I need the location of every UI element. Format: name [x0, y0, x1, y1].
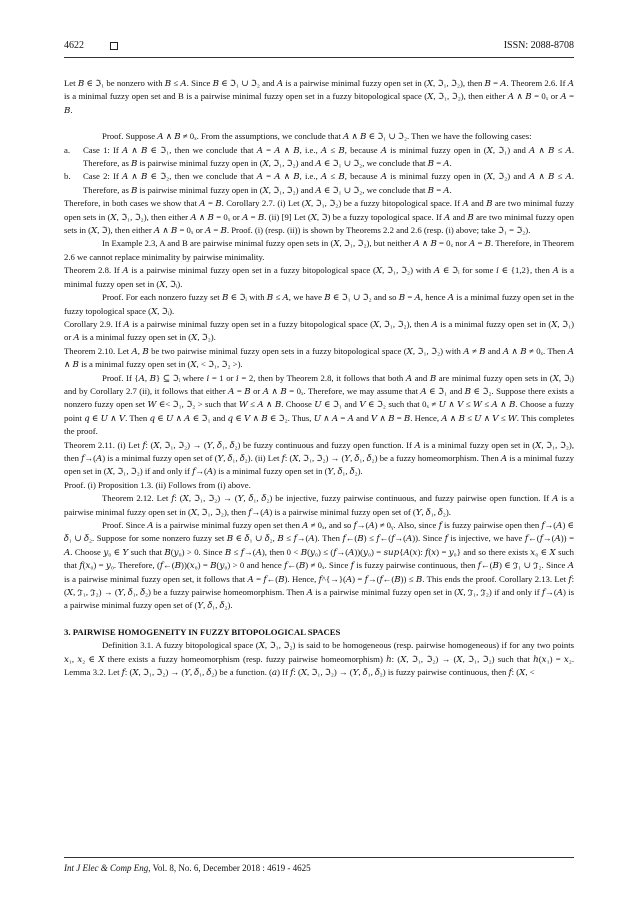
- list-item: [64, 170, 574, 197]
- paragraph: Proof. (i) Proposition 1.3. (ii) Follows from (i) above.: [64, 479, 251, 490]
- list-item-text: Case 2: If 𝐴 ∧ 𝐵 ∈ ℑ₂, then we conclude that 𝐴 = 𝐴 ∧ 𝐵, i.e., 𝐴 ≤ 𝐵, because 𝐴 is minimal fuzzy open in (𝑋, ℑ₂) and 𝐴 ∧ 𝐵 ≤ 𝐴. Therefore, as 𝐵 is pairwise minimal fuzzy open in (𝑋, ℑ₁, ℑ₂) and 𝐴 ∈ ℑ₁ ∪ ℑ₂, we conclude that 𝐵 = 𝐴.: [83, 171, 574, 195]
- list-item-text: Case 1: If 𝐴 ∧ 𝐵 ∈ ℑ₁, then we conclude that 𝐴 = 𝐴 ∧ 𝐵, i.e., 𝐴 ≤ 𝐵, because 𝐴 is minimal fuzzy open in (𝑋, ℑ₁) and 𝐴 ∧ 𝐵 ≤ 𝐴. Therefore, as 𝐵 is pairwise minimal fuzzy open in (𝑋, ℑ₁, ℑ₂) and 𝐴 ∈ ℑ₁ ∪ ℑ₂, we conclude that 𝐵 = 𝐴.: [83, 144, 574, 169]
- paragraph: Theorem 2.10. Let 𝐴, 𝐵 be two pairwise minimal fuzzy open sets in a fuzzy bitopological space (𝑋, ℑ₁, ℑ₂) with 𝐴 ≠ 𝐵 and 𝐴 ∧ 𝐵 ≠ 0ₓ. Then 𝐴 ∧ 𝐵 is a minimal fuzzy open set in (𝑋, < ℑ₁, ℑ₂ >).: [64, 345, 574, 370]
- paragraph: Therefore, in both cases we show that 𝐴 = 𝐵. Corollary 2.7. (i) Let (𝑋, ℑ₁, ℑ₂) be a fuzzy bitopological space. If 𝐴 and 𝐵 are two minimal fuzzy open sets in (𝑋, ℑ₁, ℑ₂), then either 𝐴 ∧ 𝐵 = 0ₓ or 𝐴 = 𝐵. (ii) [9] Let (𝑋, ℑ) be a fuzzy topological space. If 𝐴 and 𝐵 are two minimal fuzzy open sets in (𝑋, ℑ), then either 𝐴 ∧ 𝐵 = 0ₓ or 𝐴 = 𝐵. Proof. (i) (resp. (ii)) is shown by Theorems 2.2 and 2.6 (resp. (i) above; take ℑ₁ = ℑ₂).: [64, 198, 574, 236]
- paragraph-gap: [64, 613, 574, 626]
- running-header: [64, 40, 574, 56]
- paragraph-gap: [64, 117, 574, 130]
- footer-rule: [64, 857, 574, 858]
- list-marker: a.: [64, 144, 71, 155]
- paragraph: Theorem 2.11. (i) Let 𝑓: (𝑋, ℑ₁, ℑ₂) → (𝑌, 𝛿₁, 𝛿₂) be fuzzy continuous and fuzzy open function. If 𝐴 is a minimal fuzzy open set in (𝑋, ℑ₁, ℑ₂), then 𝑓→(𝐴) is a minimal fuzzy open set of (𝑌, 𝛿₁, 𝛿₂). (ii) Let 𝑓: (𝑋, ℑ₁, ℑ₂) → (𝑌, 𝛿₁, 𝛿₂) be a fuzzy homeomorphism. Then 𝐴 is a minimal fuzzy open set in (𝑋, ℑ₁, ℑ₂) if and only if 𝑓→(𝐴) is a minimal fuzzy open set in (𝑌, 𝛿₁, 𝛿₂).: [64, 439, 574, 477]
- square-icon: [110, 42, 118, 50]
- paragraph: Proof. Suppose 𝐴 ∧ 𝐵 ≠ 0ₓ. From the assumptions, we conclude that 𝐴 ∧ 𝐵 ∈ ℑ₁ ∪ ℑ₂. Then we have the following cases:: [102, 131, 532, 142]
- paragraph: Theorem 2.12. Let 𝑓: (𝑋, ℑ₁, ℑ₂) → (𝑌, 𝛿₁, 𝛿₂) be injective, fuzzy pairwise continuous, and fuzzy pairwise open function. If 𝐴 is a pairwise minimal fuzzy open set in (𝑋, ℑ₁, ℑ₂), then 𝑓→(𝐴) is a pairwise minimal fuzzy open set of (𝑌, 𝛿₁, 𝛿₂).: [64, 493, 574, 517]
- section-heading: 3. PAIRWISE HOMOGENEITY IN FUZZY BITOPOLOGICAL SPACES: [64, 626, 341, 637]
- paragraph: Proof. For each nonzero fuzzy set 𝐵 ∈ ℑᵢ with 𝐵 ≤ 𝐴, we have 𝐵 ∈ ℑ₁ ∪ ℑ₂ and so 𝐵 = 𝐴, hence 𝐴 is a minimal fuzzy open set in the fuzzy topological space (𝑋, ℑᵢ).: [64, 292, 574, 316]
- paragraph: In Example 2.3, A and B are pairwise minimal fuzzy open sets in (𝑋, ℑ₁, ℑ₂), but neither 𝐴 ∧ 𝐵 = 0ₓ nor 𝐴 = 𝐵. Therefore, in Theorem 2.6 we cannot replace minimality by pairwise minimality.: [64, 238, 574, 262]
- body-text: [64, 77, 574, 679]
- paragraph: Theorem 2.8. If 𝐴 is a pairwise minimal fuzzy open set in a fuzzy bitopological space (𝑋, ℑ₁, ℑ₂) with 𝐴 ∈ ℑᵢ for some 𝑖 ∈ {1,2}, then 𝐴 is a minimal fuzzy open set in (𝑋, ℑᵢ).: [64, 265, 574, 289]
- issn: ISSN: 2088-8708: [503, 40, 574, 51]
- paragraph: Proof. Since 𝐴 is a pairwise minimal fuzzy open set then 𝐴 ≠ 0ₓ, and so 𝑓→(𝐴) ≠ 0ᵧ. Also, since 𝑓 is fuzzy pairwise open then 𝑓→(𝐴) ∈ 𝛿₁ ∪ 𝛿₂. Suppose for some nonzero fuzzy set 𝐵 ∈ 𝛿₁ ∪ 𝛿₂, 𝐵 ≤ 𝑓→(𝐴). Then 𝑓←(𝐵) ≤ 𝑓←(𝑓→(𝐴)). Since 𝑓 is injective, we have 𝑓←(𝑓→(𝐴)) = 𝐴. Choose 𝑦₀ ∈ 𝑌 such that 𝐵(𝑦₀) > 0. Since 𝐵 ≤ 𝑓→(𝐴), then 0 < 𝐵(𝑦₀) ≤ (𝑓→(𝐴))(𝑦₀) = 𝑠𝑢𝑝{𝐴(𝑥): 𝑓(𝑥) = 𝑦₀} and so there exists 𝑥₀ ∈ 𝑋 such that 𝑓(𝑥₀) = 𝑦₀. Therefore, (𝑓←(𝐵))(𝑥₀) = 𝐵(𝑦₀) > 0 and hence 𝑓←(𝐵) ≠ 0ₓ. Since 𝑓 is fuzzy pairwise continuous, then 𝑓←(𝐵) ∈ ℑ₁ ∪ ℑ₂. Since 𝐴 is a pairwise minimal fuzzy open set, it follows that 𝐴 = 𝑓←(𝐵). Hence, 𝑓^{→}(𝐴) = 𝑓→(𝑓←(𝐵)) ≤ 𝐵. This ends the proof. Corollary 2.13. Let 𝑓: (𝑋, ℑ₁, ℑ₂) → (𝑌, 𝛿₁, 𝛿₂) be a fuzzy pairwise homeomorphism. Then 𝐴 is a pairwise minimal fuzzy open set in (𝑋, ℑ₁, ℑ₂) if and only if 𝑓→(𝐴) is a pairwise minimal fuzzy open set of (𝑌, 𝛿₁, 𝛿₂).: [64, 520, 574, 611]
- journal-name: Int J Elec & Comp Eng: [64, 863, 149, 873]
- paragraph: Proof. If {𝐴, 𝐵} ⊆ ℑᵢ where 𝑖 = 1 or 𝑖 = 2, then by Theorem 2.8, it follows that both 𝐴 and 𝐵 are minimal fuzzy open sets in (𝑋, ℑᵢ) and by Corollary 2.7 (ii), it follows that either 𝐴 = 𝐵 or 𝐴 ∧ 𝐵 = 0ₓ. Therefore, we may assume that 𝐴 ∈ ℑ₁ and 𝐵 ∈ ℑ₂. Suppose there exists a nonzero fuzzy open set 𝑊 ∈< ℑ₁, ℑ₂ > such that 𝑊 ≤ 𝐴 ∧ 𝐵. Choose 𝑈 ∈ ℑ₁ and 𝑉 ∈ ℑ₂ such that 0ₓ ≠ 𝑈 ∧ 𝑉 ≤ 𝑊 ≤ 𝐴 ∧ 𝐵. Choose a fuzzy point 𝑞 ∈ 𝑈 ∧ 𝑉. Then 𝑞 ∈ 𝑈 ∧ 𝐴 ∈ ℑ₁ and 𝑞 ∈ 𝑉 ∧ 𝐵 ∈ ℑ₂. Thus, 𝑈 ∧ 𝐴 = 𝐴 and 𝑉 ∧ 𝐵 = 𝐵. Hence, 𝐴 ∧ 𝐵 ≤ 𝑈 ∧ 𝑉 ≤ 𝑊. This completes the proof.: [64, 372, 574, 437]
- list-marker: b.: [64, 171, 71, 182]
- journal-details: , Vol. 8, No. 6, December 2018 : 4619 - 4625: [148, 863, 311, 873]
- paragraph: Corollary 2.9. If 𝐴 is a pairwise minimal fuzzy open set in a fuzzy bitopological space (𝑋, ℑ₁, ℑ₂), then 𝐴 is a minimal fuzzy open set in (𝑋, ℑ₁) or 𝐴 is a minimal fuzzy open set in (𝑋, ℑ₂).: [64, 318, 574, 343]
- header-rule: [64, 57, 574, 58]
- running-footer: [64, 863, 311, 873]
- paragraph: Definition 3.1. A fuzzy bitopological space (𝑋, ℑ₁, ℑ₂) is said to be homogeneous (resp. pairwise homogeneous) if for any two points 𝑥₁, 𝑥₂ ∈ 𝑋 there exists a fuzzy homeomorphism (resp. fuzzy pairwise homeomorphism) ℎ: (𝑋, ℑ₁, ℑ₂) → (𝑋, ℑ₁, ℑ₂) such that ℎ(𝑥₁) = 𝑥₂. Lemma 3.2. Let 𝑓: (𝑋, ℑ₁, ℑ₂) → (𝑌, 𝛿₁, 𝛿₂) be a function. (𝑎) If 𝑓: (𝑋, ℑ₁, ℑ₂) → (𝑌, 𝛿₁, 𝛿₂) is fuzzy pairwise continuous, then 𝑓: (𝑋, <: [64, 640, 574, 678]
- paragraph: Let 𝐵 ∈ ℑ₁ be nonzero with 𝐵 ≤ 𝐴. Since 𝐵 ∈ ℑ₁ ∪ ℑ₂ and 𝐴 is a pairwise minimal fuzzy open set in (𝑋, ℑ₁, ℑ₂), then 𝐵 = 𝐴. Theorem 2.6. If 𝐴 is a minimal fuzzy open set and B is a pairwise minimal fuzzy open set in a fuzzy bitopological space (𝑋, ℑ₁, ℑ₂), then either 𝐴 ∧ 𝐵 = 0ₓ or 𝐴 = 𝐵.: [64, 78, 574, 115]
- page-number: 4622: [64, 40, 84, 51]
- list-item: [64, 144, 574, 171]
